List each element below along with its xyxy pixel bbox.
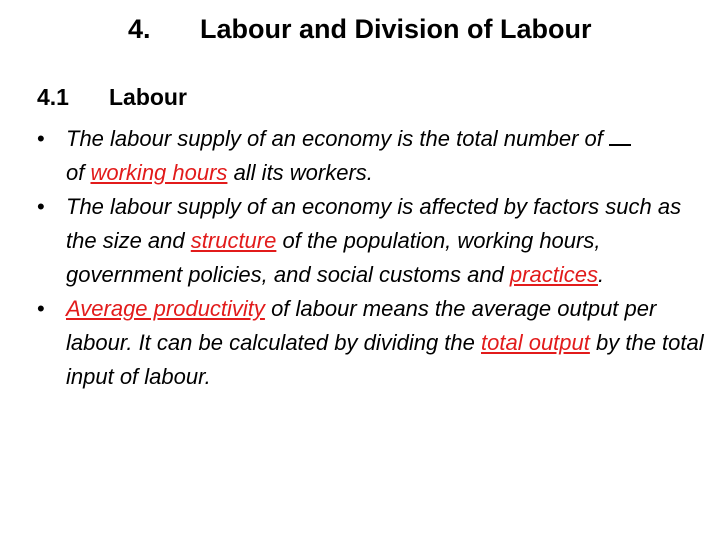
bullet-item-average-productivity — [37, 292, 717, 394]
bullet-text: of — [66, 160, 85, 185]
title-number: 4. — [128, 14, 151, 44]
answer-text: Average productivity — [66, 296, 265, 321]
title-text: Labour and Division of Labour — [200, 14, 592, 44]
section-label: Labour — [108, 84, 187, 110]
bullet-text: by the total input of labour. — [66, 330, 704, 389]
bullet-text: of the population, working hours, government policies, and social customs and — [66, 228, 601, 287]
answer-blank — [609, 126, 631, 146]
bullet-text: The labour supply of an economy is affected by factors such as the size and — [66, 194, 682, 253]
bullet-icon: • — [37, 296, 45, 321]
bullet-text: The labour supply of an economy is the total number of — [66, 126, 603, 151]
answer-text: structure — [190, 228, 277, 253]
bullet-text: of labour means the average output per labour. It can be calculated by dividing the — [66, 296, 657, 355]
section-number: 4.1 — [37, 84, 69, 110]
section-heading — [37, 84, 187, 111]
bullet-item-labour-supply-definition — [37, 122, 717, 190]
answer-text: working hours — [90, 160, 228, 185]
slide-title — [0, 14, 720, 46]
bullet-list — [37, 122, 717, 394]
answer-text: total output — [481, 330, 590, 355]
bullet-icon: • — [37, 194, 45, 219]
bullet-item-labour-supply-factors — [37, 190, 717, 292]
bullet-icon: • — [37, 126, 45, 151]
answer-text: practices — [509, 262, 598, 287]
bullet-text: all its workers. — [233, 160, 373, 185]
bullet-text: . — [597, 262, 605, 287]
